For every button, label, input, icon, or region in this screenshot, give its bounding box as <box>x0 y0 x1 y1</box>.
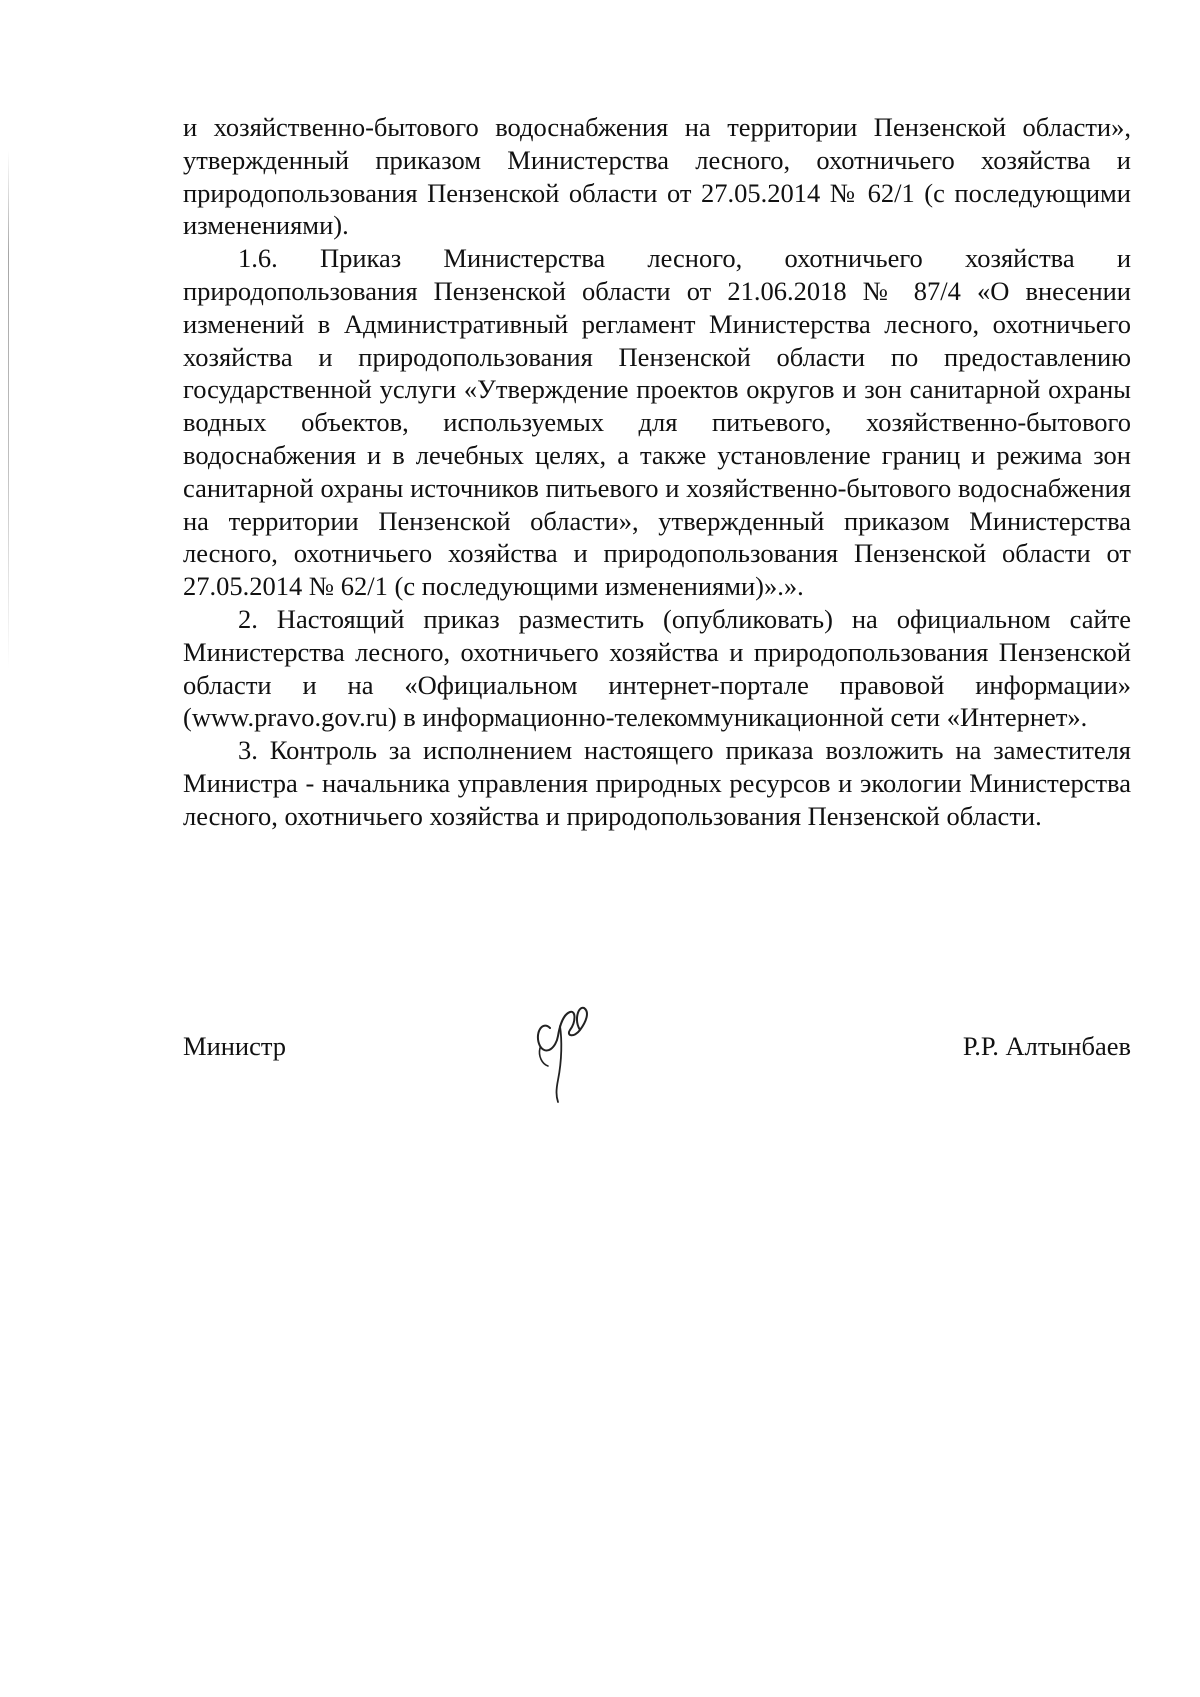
signatory-name: Р.Р. Алтынбаев <box>962 1031 1131 1061</box>
paragraph-1-6: 1.6. Приказ Министерства лесного, охотничьего хозяйства и природопользования Пензенской области от 21.06.2018 № 87/4 «О внесении изменений в Административный регламент Министерства лесного, охотничьего хозяйства и природопользования Пензенской области по предоставлению государственной услуги «Утверждение проектов округов и зон санитарной охраны водных объектов, используемых для питьевого, хозяйственно-бытового водоснабжения и в лечебных целях, а также установление границ и режима зон санитарной охраны источников питьевого и хозяйственно-бытового водоснабжения на территории Пензенской области», утвержденный приказом Министерства лесного, охотничьего хозяйства и природопользования Пензенской области от 27.05.2014 № 62/1 (с последующими изменениями)».». <box>183 243 1131 602</box>
handwritten-signature <box>520 990 600 1110</box>
signature-row <box>183 1030 1131 1070</box>
scan-edge-line <box>8 150 9 670</box>
paragraph-continuation: и хозяйственно-бытового водоснабжения на территории Пензенской области», утвержденный приказом Министерства лесного, охотничьего хозяйства и природопользования Пензенской области от 27.05.2014 № 62/1 (с последующими изменениями). <box>183 112 1131 241</box>
paragraph-2: 2. Настоящий приказ разместить (опубликовать) на официальном сайте Министерства лесного, охотничьего хозяйства и природопользования Пензенской области и на «Официальном интернет-портале правовой информации» (www.pravo.gov.ru) в информационно-телекоммуникационной сети «Интернет». <box>183 603 1131 733</box>
document-body <box>183 111 1131 833</box>
paragraph-3: 3. Контроль за исполнением настоящего приказа возложить на заместителя Министра - начальника управления природных ресурсов и экологии Министерства лесного, охотничьего хозяйства и природопользования Пензенской области. <box>183 735 1131 831</box>
position-title: Министр <box>183 1031 287 1061</box>
